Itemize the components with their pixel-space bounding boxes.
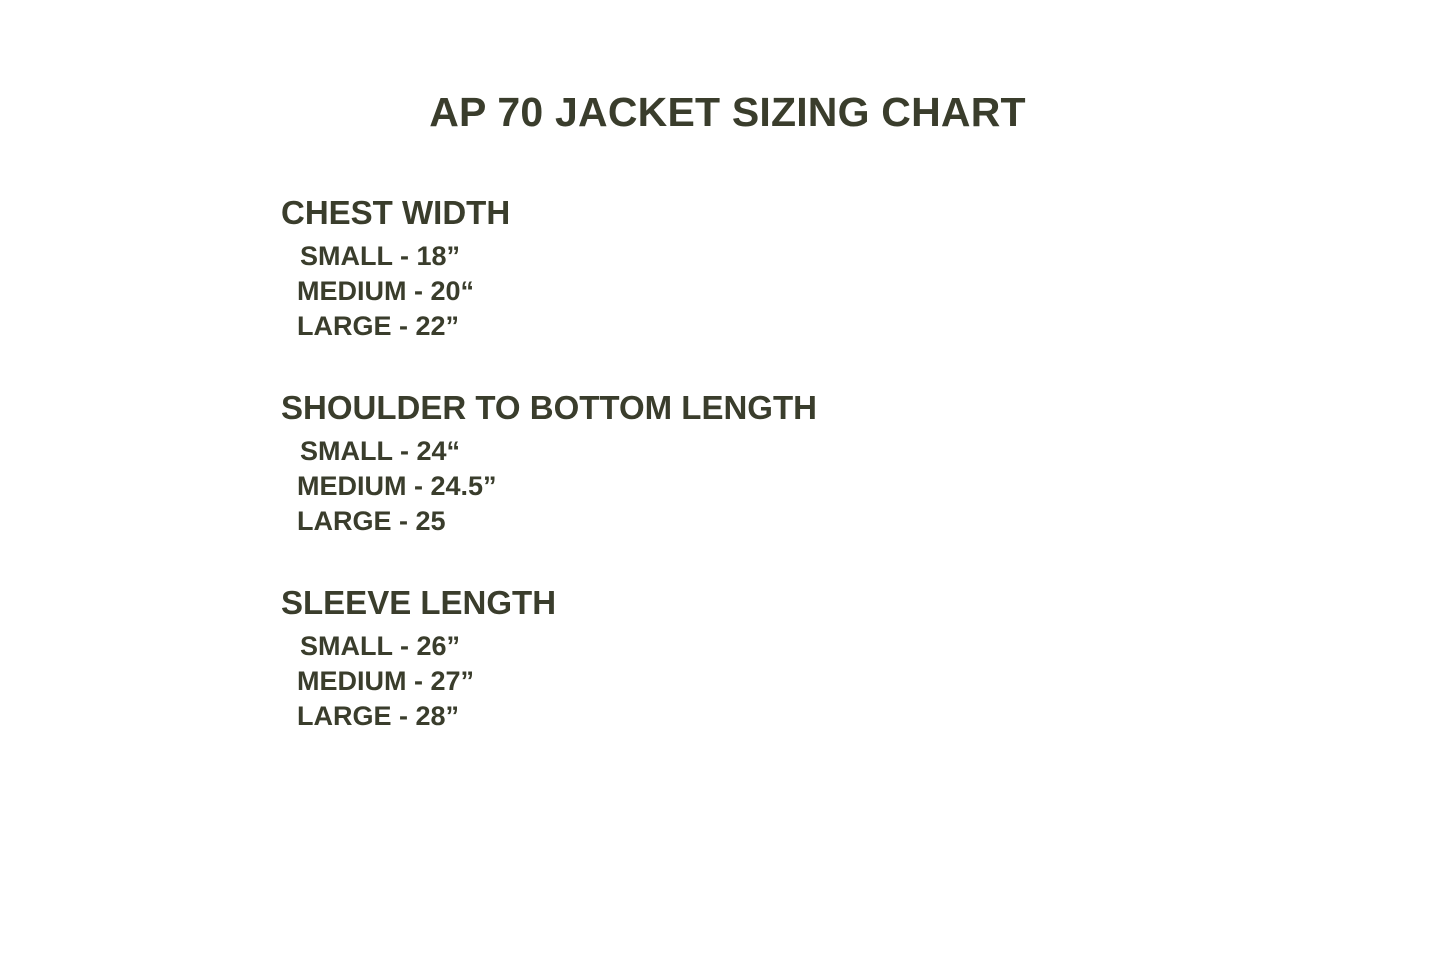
size-list [281, 629, 556, 734]
size-list [281, 239, 510, 344]
size-row-medium: MEDIUM - 24.5” [297, 471, 497, 501]
section-shoulder-to-bottom-length [281, 389, 817, 539]
section-heading: SHOULDER TO BOTTOM LENGTH [281, 389, 817, 426]
size-list [281, 434, 817, 539]
size-row-medium: MEDIUM - 27” [297, 666, 475, 696]
page-title: AP 70 JACKET SIZING CHART [429, 89, 1026, 135]
size-row-small: SMALL - 18” [300, 241, 461, 271]
size-row-small: SMALL - 26” [300, 631, 461, 661]
size-row-large: LARGE - 28” [297, 701, 460, 731]
size-row-large: LARGE - 22” [297, 311, 460, 341]
size-row-small: SMALL - 24“ [300, 436, 461, 466]
section-heading: SLEEVE LENGTH [281, 584, 557, 621]
size-row-medium: MEDIUM - 20“ [297, 276, 475, 306]
section-sleeve-length [281, 584, 556, 734]
section-chest-width [281, 194, 510, 344]
section-heading: CHEST WIDTH [281, 194, 511, 231]
size-row-large: LARGE - 25 [297, 506, 446, 536]
